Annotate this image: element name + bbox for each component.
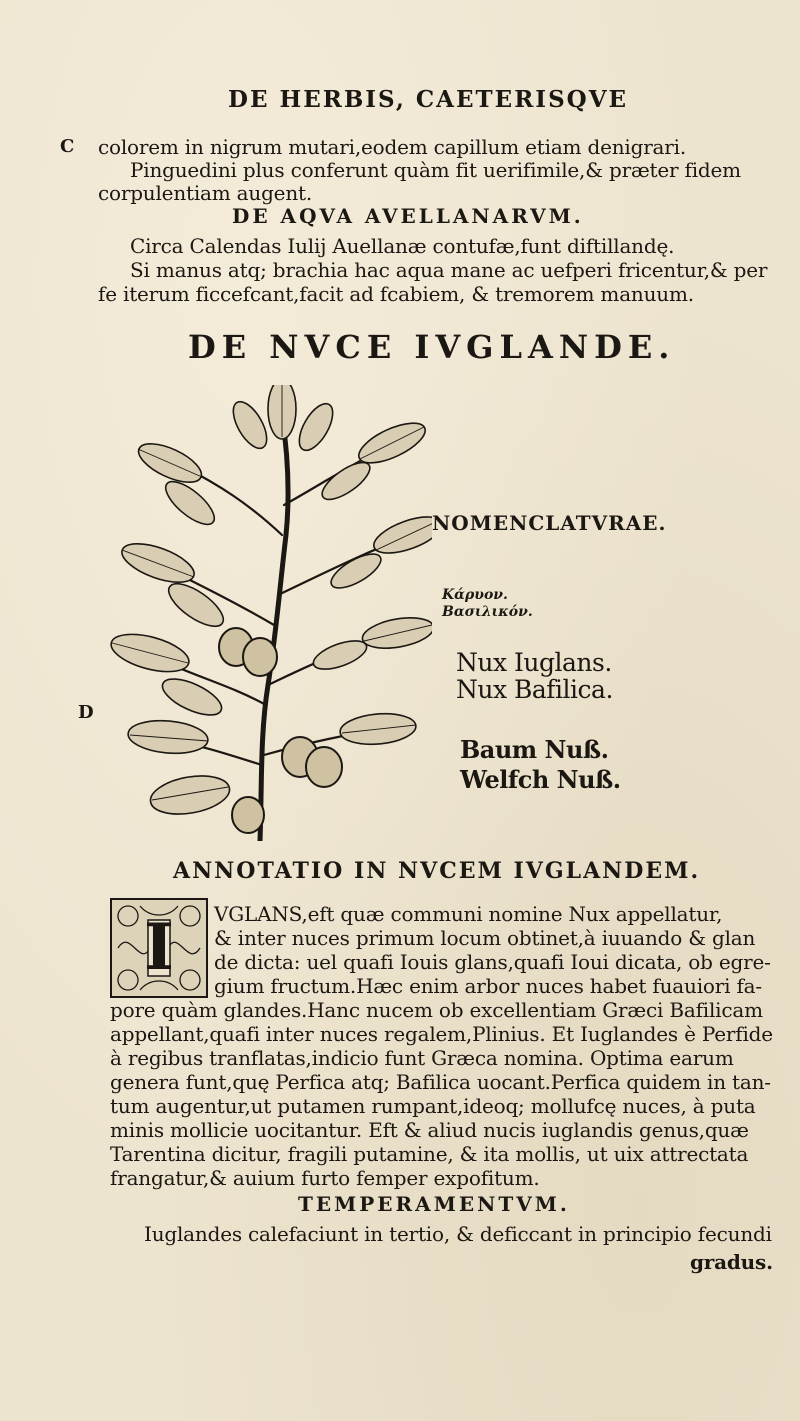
section-heading: TEMPERAMENTVM. (298, 1192, 570, 1216)
annotation-title: ANNOTATIO IN NVCEM IVGLANDEM. (173, 858, 701, 884)
initial-letter: I (144, 910, 174, 985)
text-line: Pinguedini plus conferunt quàm fit uerifimile,& præter fidem (130, 158, 741, 182)
text-line: corpulentiam augent. (98, 181, 312, 205)
section-heading: DE AQVA AVELLANARVM. (232, 204, 584, 228)
text-line: Tarentina dicitur, fragili putamine, & ita mollis, ut uix attrectata (110, 1142, 749, 1166)
nomenclature-title: NOMENCLATVRAE. (432, 511, 667, 535)
text-line: Circa Calendas Iulij Auellanæ contufæ,funt diftillandę. (130, 234, 675, 258)
text-line: appellant,quafi inter nuces regalem,Plinius. Et Iuglandes è Perfide (110, 1022, 773, 1046)
decorated-initial (110, 898, 208, 998)
margin-letter-c: C (60, 136, 75, 157)
running-head: DE HERBIS, CAETERISQVE (228, 86, 629, 113)
walnut-branch-icon (110, 385, 432, 841)
text-line: minis mollicie uocitantur. Eft & aliud nucis iuglandis genus,quæ (110, 1118, 749, 1142)
text-line: gium fructum.Hæc enim arbor nuces habet fuauiori fa- (214, 974, 762, 998)
text-line: tum augentur,ut putamen rumpant,ideoq; mollufcę nuces, à puta (110, 1094, 756, 1118)
greek-name: Κάρυον. (442, 587, 508, 603)
text-line: de dicta: uel quafi Iouis glans,quafi Ioui dicata, ob egre- (214, 950, 771, 974)
text-line: à regibus tranflatas,indicio funt Græca nomina. Optima earum (110, 1046, 734, 1070)
text-line: frangatur,& auium furto femper expofitum. (110, 1166, 540, 1190)
text-line: VGLANS,eft quæ communi nomine Nux appellatur, (214, 902, 723, 926)
section-title: DE NVCE IVGLANDE. (188, 328, 676, 366)
german-name: Welfch Nuß. (460, 765, 621, 794)
margin-letter-d: D (78, 702, 94, 723)
text-line: pore quàm glandes.Hanc nucem ob excellentiam Græci Bafilicam (110, 998, 763, 1022)
text-line: Iuglandes calefaciunt in tertio, & deficcant in principio fecundi (144, 1222, 772, 1246)
catchword: gradus. (690, 1250, 773, 1274)
german-name: Baum Nuß. (460, 735, 609, 764)
latin-name: Nux Bafilica. (456, 675, 613, 704)
latin-name: Nux Iuglans. (456, 648, 612, 677)
text-line: genera funt,quę Perfica atq; Bafilica uocant.Perfica quidem in tan- (110, 1070, 771, 1094)
text-line: fe iterum ficcefcant,facit ad fcabiem, & tremorem manuum. (98, 282, 694, 306)
greek-name: Βασιλικόν. (442, 604, 533, 620)
text-line: Si manus atq; brachia hac aqua mane ac uefperi fricentur,& per (130, 258, 768, 282)
text-line: & inter nuces primum locum obtinet,à iuuando & glan (214, 926, 756, 950)
text-line: colorem in nigrum mutari,eodem capillum etiam denigrari. (98, 135, 686, 159)
